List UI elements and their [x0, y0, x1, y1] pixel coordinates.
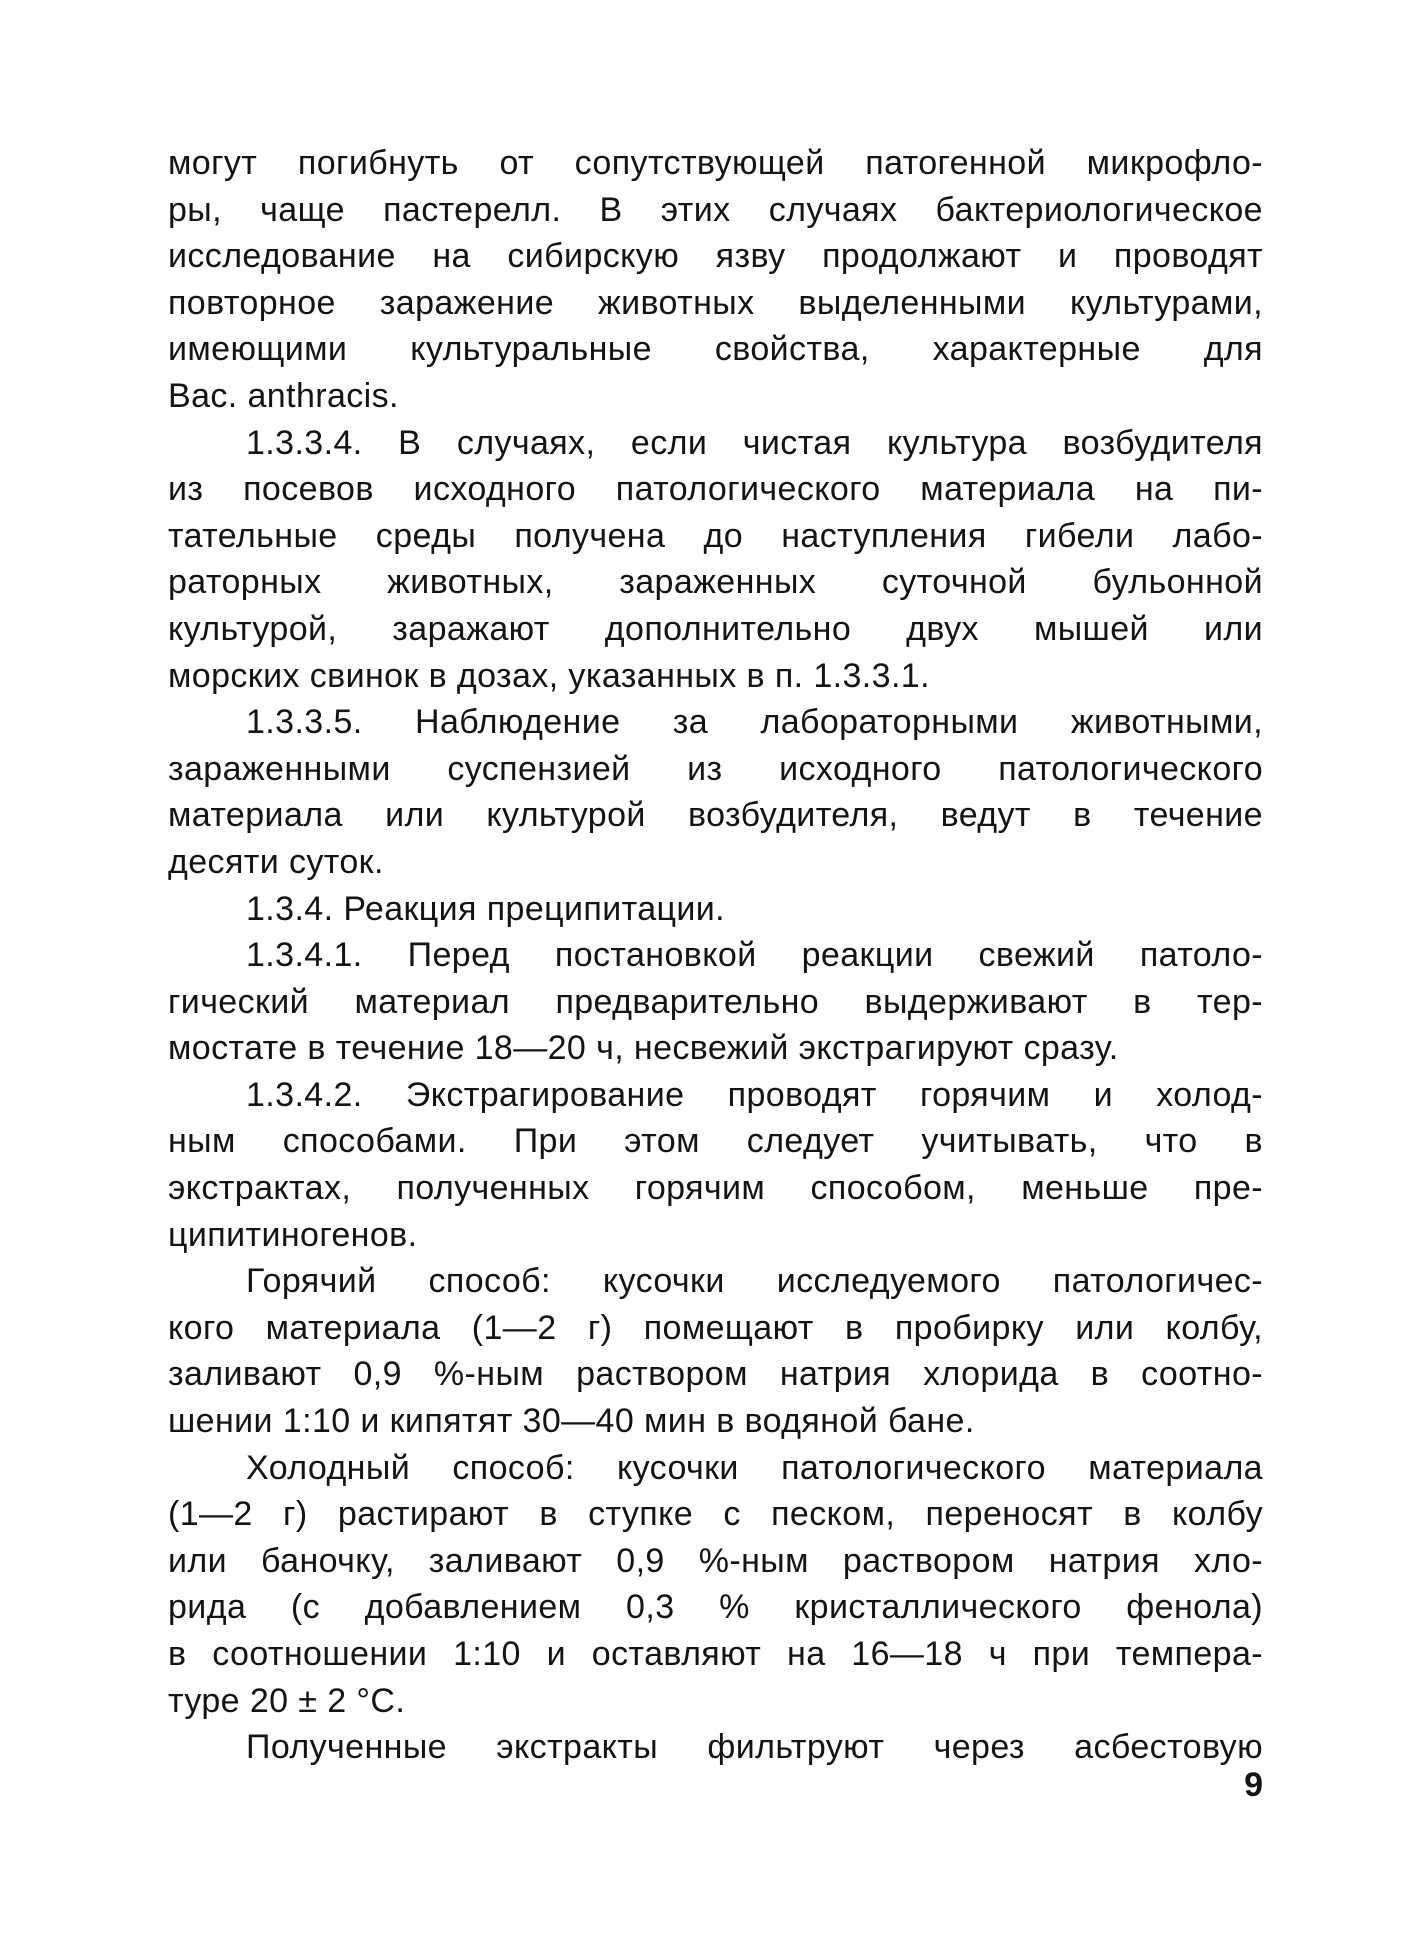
text-line: 1.3.3.4. В случаях, если чистая культура возбудителя	[246, 423, 1263, 462]
page-body-text	[168, 140, 1263, 1771]
text-line: рида (с добавлением 0,3 % кристаллического фенола)	[168, 1588, 1263, 1627]
text-line: гический материал предварительно выдерживают в тер-	[168, 982, 1263, 1021]
text-line: в соотношении 1:10 и оставляют на 16—18 ч при темпера-	[168, 1635, 1263, 1673]
text-line: экстрактах, полученных горячим способом, меньше пре-	[168, 1169, 1263, 1208]
text-line: культурой, заражают дополнительно двух мышей или	[168, 609, 1263, 648]
text-line: могут погибнуть от сопутствующей патогенной микрофло-	[168, 144, 1263, 182]
text-line: Полученные экстракты фильтруют через асбестовую	[246, 1728, 1263, 1767]
text-line: 1.3.4.2. Экстрагирование проводят горячим и холод-	[246, 1075, 1263, 1114]
text-line: туре 20 ± 2 °С.	[168, 1681, 406, 1720]
text-line: исследование на сибирскую язву продолжают и проводят	[168, 237, 1263, 276]
text-line: имеющими культуральные свойства, характерные для	[168, 330, 1263, 369]
text-line: из посевов исходного патологического материала на пи-	[168, 470, 1263, 509]
text-line: материала или культурой возбудителя, ведут в течение	[168, 796, 1263, 835]
text-line: раторных животных, зараженных суточной бульонной	[168, 563, 1263, 602]
page-number: 9	[1244, 1766, 1263, 1804]
text-line: зараженными суспензией из исходного патологического	[168, 749, 1263, 788]
text-line: тательные среды получена до наступления гибели лабо-	[168, 516, 1263, 555]
text-line: кого материала (1—2 г) помещают в пробирку или колбу,	[168, 1308, 1263, 1347]
text-line: заливают 0,9 %-ным раствором натрия хлорида в соотно-	[168, 1355, 1263, 1394]
text-line: ным способами. При этом следует учитывать, что в	[168, 1122, 1263, 1161]
text-line: ципитиногенов.	[168, 1215, 418, 1254]
text-line: ры, чаще пастерелл. В этих случаях бактериологическое	[168, 190, 1263, 229]
section-heading: 1.3.4. Реакция преципитации.	[246, 889, 726, 928]
text-line: Bac. anthracis.	[168, 376, 399, 415]
text-line: десяти суток.	[168, 842, 384, 881]
text-line: (1—2 г) растирают в ступке с песком, переносят в колбу	[168, 1495, 1263, 1534]
text-line: шении 1:10 и кипятят 30—40 мин в водяной бане.	[168, 1402, 975, 1441]
text-line: 1.3.4.1. Перед постановкой реакции свежий патоло-	[246, 936, 1263, 975]
text-line: 1.3.3.5. Наблюдение за лабораторными животными,	[246, 703, 1263, 742]
text-line: мостате в течение 18—20 ч, несвежий экстрагируют сразу.	[168, 1029, 1119, 1068]
text-line: Холодный способ: кусочки патологического материала	[246, 1448, 1263, 1487]
text-line: или баночку, заливают 0,9 %-ным раствором натрия хло-	[168, 1541, 1263, 1580]
text-line: морских свинок в дозах, указанных в п. 1.3.3.1.	[168, 656, 930, 695]
text-line: повторное заражение животных выделенными культурами,	[168, 283, 1263, 322]
text-line: Горячий способ: кусочки исследуемого патологичес-	[246, 1262, 1263, 1301]
